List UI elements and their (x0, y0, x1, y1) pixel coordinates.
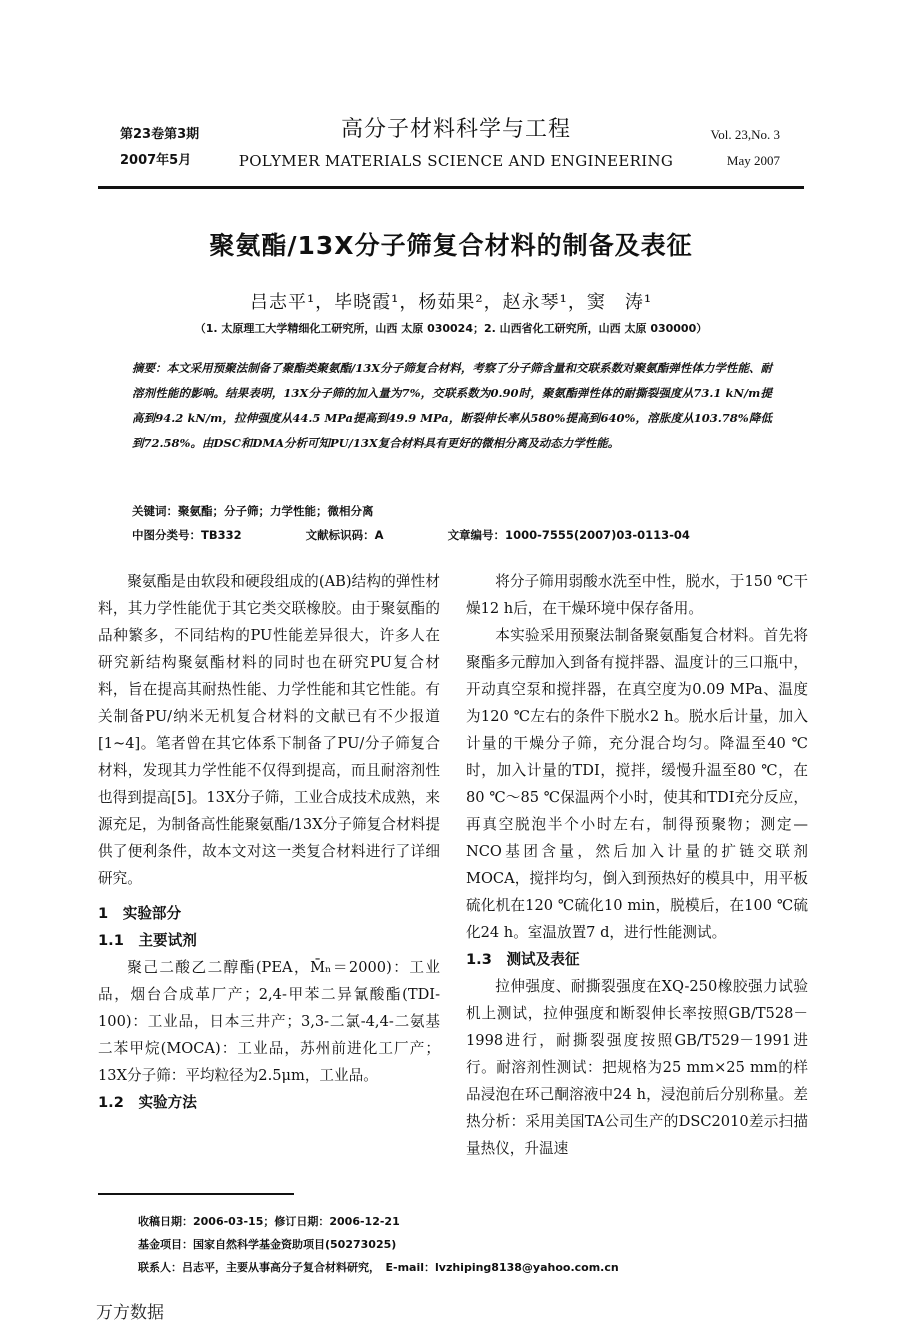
fund-info: 基金项目：国家自然科学基金资助项目(50273025) (138, 1238, 397, 1251)
paper-title: 聚氨酯/13X分子筛复合材料的制备及表征 (209, 231, 693, 260)
header-left (120, 122, 199, 174)
abstract: 摘要：本文采用预聚法制备了聚酯类聚氨酯/13X分子筛复合材料，考察了分子筛含量和交联系数对聚氨酯弹性体力学性能、耐溶剂性能的影响。结果表明，13X分子筛的加入量为7%，交联系数为0.90时，聚氨酯弹性体的耐撕裂强度从73.1 kN/m提高到94.2 kN/m，拉伸强度从44.5 MPa提高到49.9 MPa，断裂伸长率从580%提高到640%，溶胀度从103.78%降低到72.58%。由DSC和DMA分析可知PU/13X复合材料具有更好的微相分离及动态力学性能。 (132, 361, 772, 450)
watermark: 万方数据 (96, 1303, 164, 1323)
author-list: 吕志平¹，毕晓霞¹，杨茹果²，赵永琴¹，窦 涛¹ (249, 292, 653, 313)
date-en: May 2007 (726, 153, 780, 168)
header-center (216, 116, 696, 174)
section-heading-1: 1 实验部分 (98, 905, 182, 922)
date-cn: 2007年5月 (120, 153, 192, 168)
method-paragraph: 本实验采用预聚法制备聚氨酯复合材料。首先将聚酯多元醇加入到备有搅拌器、温度计的三口瓶中，开动真空泵和搅拌器，在真空度为0.09 MPa、温度为120 ℃左右的条件下脱水2 h。脱水后计量，加入计量的干燥分子筛，充分混合均匀。降温至40 ℃时，加入计量的TDI，搅拌，缓慢升温至80 ℃，在80 ℃～85 ℃保温两个小时，使其和TDI充分反应，再真空脱泡半个小时左右，制得预聚物；测定—NCO基团含量，然后加入计量的扩链交联剂MOCA，搅拌均匀，倒入到预热好的模具中，用平板硫化机在120 ℃硫化10 min，脱模后，在100 ℃硫化24 h。室温放置7 d，进行性能测试。 (466, 627, 808, 941)
keywords: 关键词：聚氨酯；分子筛；力学性能；微相分离 (132, 504, 374, 518)
contact-info: 联系人：吕志平，主要从事高分子复合材料研究， E-mail：lvzhiping8138@yahoo.com.cn (138, 1261, 619, 1274)
affiliations: （1. 太原理工大学精细化工研究所，山西 太原 030024；2. 山西省化工研究所，山西 太原 030000） (194, 322, 708, 335)
intro-paragraph: 聚氨酯是由软段和硬段组成的(AB)结构的弹性材料，其力学性能优于其它类交联橡胶。由于聚氨酯的品种繁多，不同结构的PU性能差异很大，许多人在研究新结构聚氨酯材料的同时也在研究PU复合材料，旨在提高其耐热性能、力学性能和其它性能。有关制备PU/纳米无机复合材料的文献已有不少报道[1~4]。笔者曾在其它体系下制备了PU/分子筛复合材料，发现其力学性能不仅得到提高，而且耐溶剂性也得到提高[5]。13X分子筛，工业合成技术成熟，来源充足，为制备高性能聚氨酯/13X分子筛复合材料提供了便利条件，故本文对这一类复合材料进行了详细研究。 (98, 573, 440, 887)
section-heading-1-1: 1.1 主要试剂 (98, 932, 197, 949)
journal-name-en: POLYMER MATERIALS SCIENCE AND ENGINEERING (238, 152, 674, 170)
section-heading-1-3: 1.3 测试及表征 (466, 951, 580, 968)
received-date: 收稿日期：2006-03-15；修订日期：2006-12-21 (138, 1215, 400, 1228)
right-column (466, 568, 808, 1162)
article-number: 文章编号：1000-7555(2007)03-0113-04 (447, 528, 690, 542)
classification-line (132, 524, 772, 546)
footnotes (138, 1210, 778, 1279)
sieve-prep-paragraph: 将分子筛用弱酸水洗至中性，脱水，于150 ℃干燥12 h后，在干燥环境中保存备用。 (466, 573, 808, 617)
reagents-paragraph: 聚己二酸乙二醇酯(PEA，M̄ₙ＝2000)：工业品，烟台合成革厂产；2,4-甲苯二异氰酸酯(TDI-100)：工业品，日本三井产；3,3-二氯-4,4-二氨基二苯甲烷(MOCA)：工业品，苏州前进化工厂产；13X分子筛：平均粒径为2.5μm，工业品。 (98, 959, 440, 1084)
volume-cn: 第23卷第3期 (120, 127, 200, 142)
left-column (98, 568, 440, 1116)
testing-paragraph: 拉伸强度、耐撕裂强度在XQ-250橡胶强力试验机上测试，拉伸强度和断裂伸长率按照GB/T528－1998进行，耐撕裂强度按照GB/T529－1991进行。耐溶剂性测试：把规格为25 mm×25 mm的样品浸泡在环己酮溶液中24 h，浸泡前后分别称量。差热分析：采用美国TA公司生产的DSC2010差示扫描量热仪，升温速 (466, 978, 808, 1157)
journal-name-cn: 高分子材料科学与工程 (340, 117, 571, 142)
header-rule (98, 186, 804, 189)
volume-en: Vol. 23,No. 3 (710, 127, 780, 142)
section-heading-1-2: 1.2 实验方法 (98, 1094, 197, 1111)
footnote-rule (98, 1193, 294, 1195)
header-right (711, 122, 780, 174)
clc-number: 中图分类号：TB332 (132, 528, 242, 542)
document-code: 文献标识码：A (305, 528, 384, 542)
